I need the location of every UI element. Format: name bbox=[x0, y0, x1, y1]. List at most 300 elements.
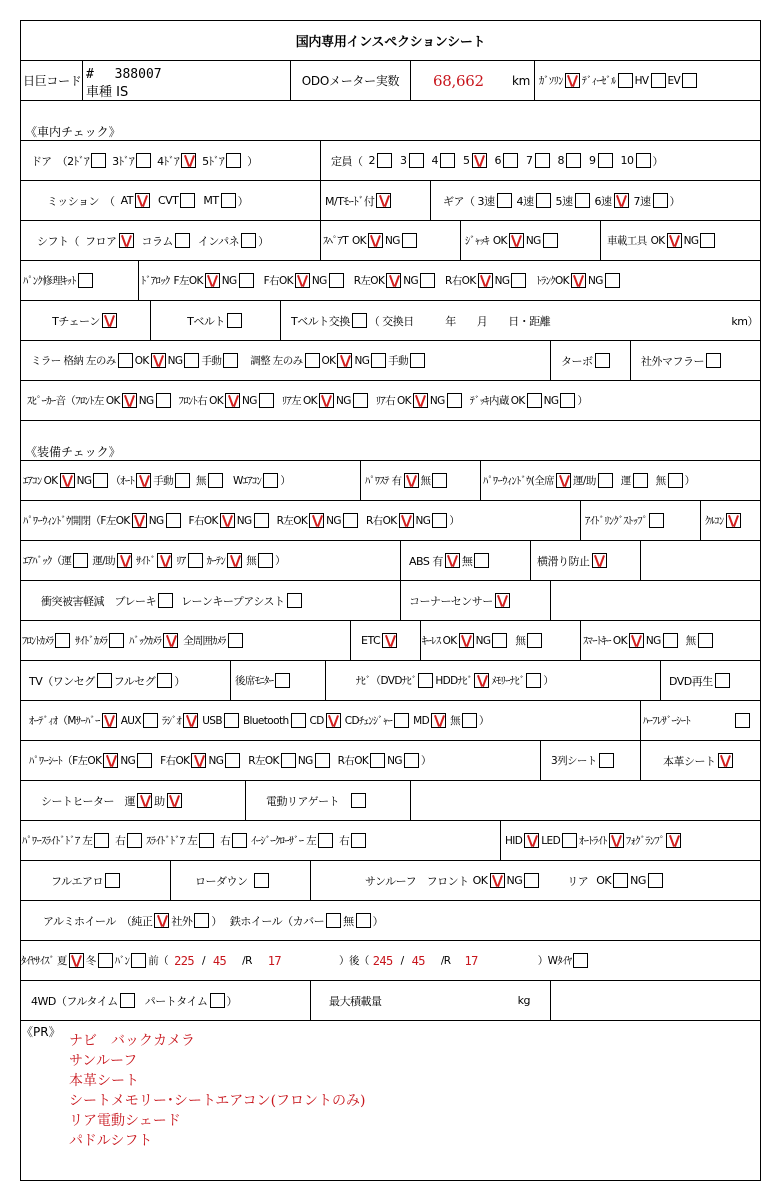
tv-label: TV（ bbox=[29, 674, 53, 688]
pw-open-close: ） bbox=[449, 515, 460, 527]
door-lock-0-ok-label: OK bbox=[188, 274, 203, 287]
half-leather-label: ﾊｰﾌﾚｻﾞｰｼｰﾄ bbox=[643, 715, 691, 727]
capacity-4-checkbox[interactable] bbox=[440, 153, 455, 168]
door-lock-3-ng-label: NG bbox=[494, 274, 510, 287]
abs-none-checkbox[interactable] bbox=[474, 553, 489, 568]
etc-checkbox[interactable] bbox=[382, 633, 397, 648]
capacity-cell bbox=[321, 141, 760, 180]
power-window-dp-label: 運/助 bbox=[573, 475, 596, 487]
aircon-ok-checkbox[interactable] bbox=[60, 473, 75, 488]
lowdown-checkbox[interactable] bbox=[254, 873, 269, 888]
alloy-0-label: 純正 bbox=[131, 914, 153, 928]
fwd-1-checkbox[interactable] bbox=[210, 993, 225, 1008]
capacity-10-checkbox[interactable] bbox=[636, 153, 651, 168]
gear-4-checkbox[interactable] bbox=[653, 193, 668, 208]
w-tire-checkbox[interactable] bbox=[573, 953, 588, 968]
navi-2-checkbox[interactable] bbox=[526, 673, 541, 688]
keyless-none-checkbox[interactable] bbox=[527, 633, 542, 648]
speaker-1-label: ﾌﾛﾝﾄ右 bbox=[178, 395, 208, 407]
half-leather-checkbox[interactable] bbox=[735, 713, 750, 728]
fuel-1-checkbox[interactable] bbox=[618, 73, 633, 88]
tools-ng-label: NG bbox=[683, 234, 699, 247]
alloy-1-checkbox[interactable] bbox=[194, 913, 209, 928]
door-lock-0-ok-checkbox[interactable] bbox=[205, 273, 220, 288]
sunroof-rear-ng-label: NG bbox=[630, 874, 646, 887]
power-seat-0-ng-checkbox[interactable] bbox=[137, 753, 152, 768]
airbag-5-checkbox[interactable] bbox=[258, 553, 273, 568]
sunroof-rear-ok-checkbox[interactable] bbox=[613, 873, 628, 888]
pw-open-1-ng-checkbox[interactable] bbox=[254, 513, 269, 528]
fwd-label: 4WD（ bbox=[31, 994, 67, 1008]
gear-0-checkbox[interactable] bbox=[497, 193, 512, 208]
fwd-0-checkbox[interactable] bbox=[120, 993, 135, 1008]
pw-open-0-ng-label: NG bbox=[148, 514, 164, 527]
camera-0-checkbox[interactable] bbox=[55, 633, 70, 648]
airbag-2-checkbox[interactable] bbox=[157, 553, 172, 568]
slide-door-cell bbox=[21, 821, 501, 860]
idling-stop-label: ｱｲﾄﾞﾘﾝｸﾞｽﾄｯﾌﾟ bbox=[585, 515, 648, 527]
speaker-2-ok-checkbox[interactable] bbox=[319, 393, 334, 408]
slide-right-label: 右 bbox=[220, 835, 231, 847]
mission-2-checkbox[interactable] bbox=[221, 193, 236, 208]
audio-5-checkbox[interactable] bbox=[326, 713, 341, 728]
power-window-driver-label: 運 bbox=[620, 475, 631, 487]
model-label: 車種 IS bbox=[86, 85, 129, 100]
navi-1-checkbox[interactable] bbox=[474, 673, 489, 688]
third-row-checkbox[interactable] bbox=[599, 753, 614, 768]
tire-winter-checkbox[interactable] bbox=[98, 953, 113, 968]
capacity-6-checkbox[interactable] bbox=[503, 153, 518, 168]
power-window-dp-checkbox[interactable] bbox=[598, 473, 613, 488]
idling-stop-checkbox[interactable] bbox=[649, 513, 664, 528]
capacity-9: 9 bbox=[589, 154, 596, 167]
spare-ok-checkbox[interactable] bbox=[368, 233, 383, 248]
door-lock-2-ok-label: OK bbox=[370, 274, 385, 287]
airbag-0-checkbox[interactable] bbox=[73, 553, 88, 568]
pw-open-2-ok-checkbox[interactable] bbox=[309, 513, 324, 528]
fuel-2-label: HV bbox=[634, 74, 649, 87]
power-seat-cell bbox=[21, 741, 541, 780]
camera-2-checkbox[interactable] bbox=[163, 633, 178, 648]
etc-label: ETC bbox=[361, 634, 381, 647]
pw-open-3-ok-checkbox[interactable] bbox=[399, 513, 414, 528]
pw-open-3-label: R右 bbox=[365, 515, 383, 527]
capacity-close: ） bbox=[652, 154, 663, 168]
easy-closer-right-checkbox[interactable] bbox=[351, 833, 366, 848]
skid-label: 横滑り防止 bbox=[537, 554, 590, 568]
capacity-7: 7 bbox=[526, 154, 533, 167]
speaker-row bbox=[21, 381, 760, 421]
cruise-label: ｸﾙｺﾝ bbox=[705, 515, 724, 527]
collision-row bbox=[21, 581, 760, 621]
tchain-label: Tチェーン bbox=[52, 314, 100, 328]
gear-1-label: 4速 bbox=[516, 194, 534, 208]
gear-1-checkbox[interactable] bbox=[536, 193, 551, 208]
capacity-4: 4 bbox=[431, 154, 438, 167]
tire-summer-checkbox[interactable] bbox=[69, 953, 84, 968]
steel-label: 鉄ホイール（ bbox=[229, 914, 293, 928]
shift-0-checkbox[interactable] bbox=[119, 233, 134, 248]
spare-ng-checkbox[interactable] bbox=[402, 233, 417, 248]
keyless-ng-checkbox[interactable] bbox=[492, 633, 507, 648]
capacity-6: 6 bbox=[494, 154, 501, 167]
airbag-4-checkbox[interactable] bbox=[227, 553, 242, 568]
navi-label: ﾅﾋﾞ（ bbox=[356, 675, 381, 687]
spare-label: ｽﾍﾟｱT bbox=[323, 235, 349, 247]
speaker-1-ok-checkbox[interactable] bbox=[225, 393, 240, 408]
aircon-auto-checkbox[interactable] bbox=[136, 473, 151, 488]
autolight-checkbox[interactable] bbox=[609, 833, 624, 848]
skid-checkbox[interactable] bbox=[592, 553, 607, 568]
keyless-cell bbox=[421, 621, 581, 660]
jack-ng-label: NG bbox=[525, 234, 541, 247]
power-seat-1-ok-checkbox[interactable] bbox=[191, 753, 206, 768]
power-seat-3-ng-checkbox[interactable] bbox=[404, 753, 419, 768]
mirror-manual-checkbox[interactable] bbox=[223, 353, 238, 368]
audio-7-checkbox[interactable] bbox=[431, 713, 446, 728]
airbag-3-label: ﾘｱ bbox=[176, 555, 186, 567]
speaker-3-ng-checkbox[interactable] bbox=[447, 393, 462, 408]
door-lock-1-ng-checkbox[interactable] bbox=[329, 273, 344, 288]
pw-open-row bbox=[21, 501, 760, 541]
door-lock-2-ok-checkbox[interactable] bbox=[386, 273, 401, 288]
equipment-heading: 《装備チェック》 bbox=[25, 445, 121, 459]
repair-kit-checkbox[interactable] bbox=[78, 273, 93, 288]
door-option-2: 5ﾄﾞｱ bbox=[202, 154, 225, 168]
dvd-checkbox[interactable] bbox=[715, 673, 730, 688]
power-steering-label: ﾊﾟﾜｽﾃ 有 bbox=[365, 475, 402, 487]
airbag-0-label: 運 bbox=[61, 555, 72, 567]
rear-monitor-checkbox[interactable] bbox=[275, 673, 290, 688]
shift-1-checkbox[interactable] bbox=[175, 233, 190, 248]
keyless-ok-checkbox[interactable] bbox=[459, 633, 474, 648]
mirror-ng-checkbox[interactable] bbox=[184, 353, 199, 368]
tools-label: 車載工具 bbox=[607, 235, 647, 247]
audio-3-checkbox[interactable] bbox=[224, 713, 239, 728]
tools-ok-checkbox[interactable] bbox=[667, 233, 682, 248]
tire-van-checkbox[interactable] bbox=[131, 953, 146, 968]
steel-1-checkbox[interactable] bbox=[356, 913, 371, 928]
hid-label: HID bbox=[505, 834, 523, 847]
capacity-7-checkbox[interactable] bbox=[535, 153, 550, 168]
waircon-checkbox[interactable] bbox=[263, 473, 278, 488]
power-seat-0-ok-checkbox[interactable] bbox=[103, 753, 118, 768]
shift-close: ） bbox=[258, 234, 269, 248]
led-checkbox[interactable] bbox=[562, 833, 577, 848]
pw-open-0-ng-checkbox[interactable] bbox=[166, 513, 181, 528]
smartkey-none-checkbox[interactable] bbox=[698, 633, 713, 648]
speaker-1-ng-checkbox[interactable] bbox=[259, 393, 274, 408]
full-aero-checkbox[interactable] bbox=[105, 873, 120, 888]
aircon-none-checkbox[interactable] bbox=[208, 473, 223, 488]
pr-line: ナビ バックカメラ bbox=[69, 1033, 195, 1049]
pw-open-3-ok-label: OK bbox=[382, 514, 397, 527]
pw-open-1-ok-checkbox[interactable] bbox=[220, 513, 235, 528]
mt-mode-checkbox[interactable] bbox=[376, 193, 391, 208]
capacity-8-checkbox[interactable] bbox=[566, 153, 581, 168]
mirror-left-checkbox[interactable] bbox=[118, 353, 133, 368]
fwd-0-label: フルタイム bbox=[66, 994, 118, 1008]
slide-right-checkbox[interactable] bbox=[232, 833, 247, 848]
corner-sensor-label: コーナーセンサー bbox=[409, 594, 493, 608]
audio-1-checkbox[interactable] bbox=[143, 713, 158, 728]
capacity-3-checkbox[interactable] bbox=[409, 153, 424, 168]
rear-gate-label: 電動リアゲート bbox=[266, 794, 340, 808]
shift-2-checkbox[interactable] bbox=[241, 233, 256, 248]
airbag-2-label: ｻｲﾄﾞ bbox=[136, 555, 156, 567]
fuel-2-checkbox[interactable] bbox=[651, 73, 666, 88]
power-slide-label: ﾊﾟﾜｰｽﾗｲﾄﾞﾄﾞｱ 左 bbox=[22, 835, 93, 847]
collision-checkbox[interactable] bbox=[158, 593, 173, 608]
tchain-checkbox[interactable] bbox=[102, 313, 117, 328]
door-option-1-checkbox[interactable] bbox=[181, 153, 196, 168]
sunroof-front-ok-checkbox[interactable] bbox=[490, 873, 505, 888]
tire-summer-label: ﾀｲﾔｻｲｽﾞ 夏 bbox=[21, 955, 67, 967]
door-lock-label: ﾄﾞｱﾛｯｸ bbox=[141, 275, 170, 287]
door-lock-2-ng-checkbox[interactable] bbox=[420, 273, 435, 288]
aircon-cell bbox=[21, 461, 361, 500]
pw-open-0-ok-checkbox[interactable] bbox=[132, 513, 147, 528]
smartkey-ng-checkbox[interactable] bbox=[663, 633, 678, 648]
tire-rear-width: 245 bbox=[372, 953, 393, 968]
audio-8-checkbox[interactable] bbox=[462, 713, 477, 728]
tv-0-checkbox[interactable] bbox=[97, 673, 112, 688]
fuel-3-label: EV bbox=[667, 74, 681, 87]
odo-value: 68,662 bbox=[433, 71, 484, 90]
audio-4-checkbox[interactable] bbox=[291, 713, 306, 728]
power-window-label: ﾊﾟﾜｰｳｨﾝﾄﾞｳ(全席 bbox=[483, 475, 554, 487]
door-option-2-checkbox[interactable] bbox=[226, 153, 241, 168]
lane-keep-checkbox[interactable] bbox=[287, 593, 302, 608]
audio-6-checkbox[interactable] bbox=[394, 713, 409, 728]
power-seat-2-ok-label: OK bbox=[264, 754, 279, 767]
navi-2-label: ﾒﾓﾘｰﾅﾋﾞ bbox=[491, 675, 525, 687]
easy-closer-left-checkbox[interactable] bbox=[318, 833, 333, 848]
aircon-manual-label: 手動 bbox=[153, 475, 174, 487]
pw-open-3-ng-checkbox[interactable] bbox=[432, 513, 447, 528]
pw-open-1-ng-label: NG bbox=[236, 514, 252, 527]
hid-checkbox[interactable] bbox=[524, 833, 539, 848]
fuel-0-checkbox[interactable] bbox=[565, 73, 580, 88]
mission-2-label: MT bbox=[203, 194, 219, 207]
speaker-4-ng-checkbox[interactable] bbox=[560, 393, 575, 408]
speaker-2-ng-checkbox[interactable] bbox=[353, 393, 368, 408]
foglamp-checkbox[interactable] bbox=[666, 833, 681, 848]
adjust-manual-checkbox[interactable] bbox=[410, 353, 425, 368]
mission-row bbox=[21, 181, 760, 221]
power-seat-1-ng-checkbox[interactable] bbox=[225, 753, 240, 768]
rear-gate-checkbox[interactable] bbox=[351, 793, 366, 808]
airbag-1-checkbox[interactable] bbox=[117, 553, 132, 568]
capacity-2-checkbox[interactable] bbox=[377, 153, 392, 168]
speaker-2-ng-label: NG bbox=[335, 394, 351, 407]
alloy-0-checkbox[interactable] bbox=[154, 913, 169, 928]
steel-1-label: 無 bbox=[343, 914, 354, 928]
aircon-row bbox=[21, 461, 760, 501]
sunroof-front-ok-label: OK bbox=[472, 874, 488, 887]
abs-yes-checkbox[interactable] bbox=[445, 553, 460, 568]
slide-door-row bbox=[21, 821, 760, 861]
power-seat-2-ng-label: NG bbox=[297, 754, 313, 767]
power-seat-0-ng-label: NG bbox=[120, 754, 136, 767]
adjust-ng-label: NG bbox=[354, 354, 370, 367]
gear-close: ） bbox=[669, 194, 680, 208]
power-seat-2-ng-checkbox[interactable] bbox=[315, 753, 330, 768]
door-lock-3-ok-checkbox[interactable] bbox=[478, 273, 493, 288]
tire-front-rim: 17 bbox=[267, 953, 282, 968]
door-lock-4-ng-checkbox[interactable] bbox=[605, 273, 620, 288]
fuel-1-label: ﾃﾞｨｰｾﾞﾙ bbox=[581, 75, 616, 87]
adjust-ok-checkbox[interactable] bbox=[337, 353, 352, 368]
camera-cell bbox=[21, 621, 351, 660]
door-lock-0-ng-label: NG bbox=[221, 274, 237, 287]
smartkey-ok-checkbox[interactable] bbox=[629, 633, 644, 648]
pw-open-2-ng-label: NG bbox=[326, 514, 341, 527]
door-option-0-checkbox[interactable] bbox=[136, 153, 151, 168]
capacity-8: 8 bbox=[557, 154, 564, 167]
aero-row bbox=[21, 861, 760, 901]
tire-rear-label: ）後（ bbox=[339, 955, 369, 967]
capacity-9-checkbox[interactable] bbox=[598, 153, 613, 168]
speaker-0-ng-checkbox[interactable] bbox=[156, 393, 171, 408]
airbag-1-label: 運/助 bbox=[92, 555, 116, 567]
tchain-cell bbox=[21, 301, 151, 340]
power-steering-none-checkbox[interactable] bbox=[432, 473, 447, 488]
third-row-cell bbox=[541, 741, 641, 780]
sunroof-rear-ok-label: OK bbox=[596, 874, 612, 887]
power-slide-left-checkbox[interactable] bbox=[94, 833, 109, 848]
speaker-0-ok-checkbox[interactable] bbox=[122, 393, 137, 408]
jack-ok-checkbox[interactable] bbox=[509, 233, 524, 248]
jack-ng-checkbox[interactable] bbox=[543, 233, 558, 248]
tools-cell bbox=[601, 221, 760, 260]
power-window-all-checkbox[interactable] bbox=[556, 473, 571, 488]
muffler-checkbox[interactable] bbox=[706, 353, 721, 368]
corner-sensor-checkbox[interactable] bbox=[495, 593, 510, 608]
door-lock-1-ok-checkbox[interactable] bbox=[295, 273, 310, 288]
seat-heater-cell bbox=[21, 781, 246, 820]
tools-ng-checkbox[interactable] bbox=[700, 233, 715, 248]
gear-2-checkbox[interactable] bbox=[575, 193, 590, 208]
tbelt-checkbox[interactable] bbox=[227, 313, 242, 328]
power-slide-right-checkbox[interactable] bbox=[127, 833, 142, 848]
capacity-5: 5 bbox=[463, 154, 470, 167]
sunroof-front-ng-checkbox[interactable] bbox=[524, 873, 539, 888]
aircon-ng-checkbox[interactable] bbox=[93, 473, 108, 488]
navi-0-checkbox[interactable] bbox=[418, 673, 433, 688]
slash: / bbox=[201, 954, 205, 967]
shift-cell bbox=[21, 221, 321, 260]
tbelt-change-checkbox[interactable] bbox=[352, 313, 367, 328]
led-label: LED bbox=[541, 834, 561, 847]
spare-ok-label: OK bbox=[352, 234, 366, 247]
camera-1-checkbox[interactable] bbox=[109, 633, 124, 648]
seat-heater-passenger-checkbox[interactable] bbox=[167, 793, 182, 808]
interior-heading: 《車内チェック》 bbox=[25, 125, 121, 139]
audio-0-checkbox[interactable] bbox=[102, 713, 117, 728]
collision-label: 衝突被害軽減 ブレーキ bbox=[41, 594, 157, 608]
airbag-close: ） bbox=[275, 555, 285, 567]
gear-4-label: 7速 bbox=[633, 194, 651, 208]
power-steering-yes-checkbox[interactable] bbox=[404, 473, 419, 488]
steel-0-checkbox[interactable] bbox=[326, 913, 341, 928]
capacity-2: 2 bbox=[368, 154, 375, 167]
power-window-none-checkbox[interactable] bbox=[668, 473, 683, 488]
pw-open-2-ok-label: OK bbox=[293, 514, 308, 527]
speaker-3-ok-checkbox[interactable] bbox=[413, 393, 428, 408]
power-window-driver-checkbox[interactable] bbox=[633, 473, 648, 488]
fuel-cell bbox=[535, 61, 760, 100]
sunroof-rear-ng-checkbox[interactable] bbox=[648, 873, 663, 888]
audio-2-checkbox[interactable] bbox=[183, 713, 198, 728]
full-aero-label: フルエアロ bbox=[51, 874, 104, 888]
autolight-label: ｵｰﾄﾗｲﾄ bbox=[579, 835, 607, 847]
power-seat-2-ok-checkbox[interactable] bbox=[281, 753, 296, 768]
wheel-row bbox=[21, 901, 760, 941]
door-lock-3-ng-checkbox[interactable] bbox=[511, 273, 526, 288]
capacity-5-checkbox[interactable] bbox=[472, 153, 487, 168]
door-option-1: 4ﾄﾞｱ bbox=[157, 154, 180, 168]
gear-3-checkbox[interactable] bbox=[614, 193, 629, 208]
dealer-code-label: 日巨コード bbox=[23, 74, 82, 88]
keyless-none-label: 無 bbox=[515, 635, 526, 647]
shift-2-label: インパネ bbox=[197, 234, 240, 248]
fuel-3-checkbox[interactable] bbox=[682, 73, 697, 88]
camera-row bbox=[21, 621, 760, 661]
abs-cell bbox=[401, 541, 531, 580]
mission-1-checkbox[interactable] bbox=[180, 193, 195, 208]
dvd-cell bbox=[661, 661, 760, 700]
seat-heater-driver-checkbox[interactable] bbox=[137, 793, 152, 808]
cruise-checkbox[interactable] bbox=[726, 513, 741, 528]
speaker-1-ok-label: OK bbox=[209, 394, 224, 407]
aircon-ok-label: OK bbox=[43, 474, 58, 487]
turbo-checkbox[interactable] bbox=[595, 353, 610, 368]
power-seat-0-ok-label: OK bbox=[87, 754, 102, 767]
door-lock-2-ng-label: NG bbox=[403, 274, 419, 287]
mirror-ok-checkbox[interactable] bbox=[151, 353, 166, 368]
pw-open-3-ng-label: NG bbox=[415, 514, 431, 527]
camera-2-label: ﾊﾞｯｸｶﾒﾗ bbox=[129, 635, 162, 647]
door-lock-0-ng-checkbox[interactable] bbox=[239, 273, 254, 288]
jack-cell bbox=[461, 221, 601, 260]
seat-heater-row bbox=[21, 781, 760, 821]
door-lock-4-ok-checkbox[interactable] bbox=[571, 273, 586, 288]
pw-open-2-ng-checkbox[interactable] bbox=[343, 513, 358, 528]
tire-front-r: /R bbox=[242, 954, 252, 967]
camera-3-checkbox[interactable] bbox=[228, 633, 243, 648]
tv-1-checkbox[interactable] bbox=[157, 673, 172, 688]
adjust-ng-checkbox[interactable] bbox=[371, 353, 386, 368]
smartkey-ok-label: OK bbox=[612, 634, 627, 647]
slide-left-checkbox[interactable] bbox=[199, 833, 214, 848]
airbag-3-checkbox[interactable] bbox=[188, 553, 203, 568]
adjust-left-checkbox[interactable] bbox=[305, 353, 320, 368]
leather-checkbox[interactable] bbox=[718, 753, 733, 768]
mission-0-checkbox[interactable] bbox=[135, 193, 150, 208]
power-seat-3-ok-checkbox[interactable] bbox=[370, 753, 385, 768]
power-seat-3-label: R右 bbox=[337, 755, 355, 767]
cruise-cell bbox=[701, 501, 760, 540]
speaker-4-ok-checkbox[interactable] bbox=[527, 393, 542, 408]
abs-none-label: 無 bbox=[461, 554, 473, 568]
muffler-label: 社外マフラー bbox=[641, 354, 704, 368]
audio-1-label: AUX bbox=[120, 714, 141, 727]
door-2-checkbox[interactable] bbox=[91, 153, 106, 168]
tire-van-label: ﾊﾞﾝ bbox=[114, 955, 130, 967]
sunroof-front-ng-label: NG bbox=[506, 874, 523, 887]
aircon-manual-checkbox[interactable] bbox=[175, 473, 190, 488]
